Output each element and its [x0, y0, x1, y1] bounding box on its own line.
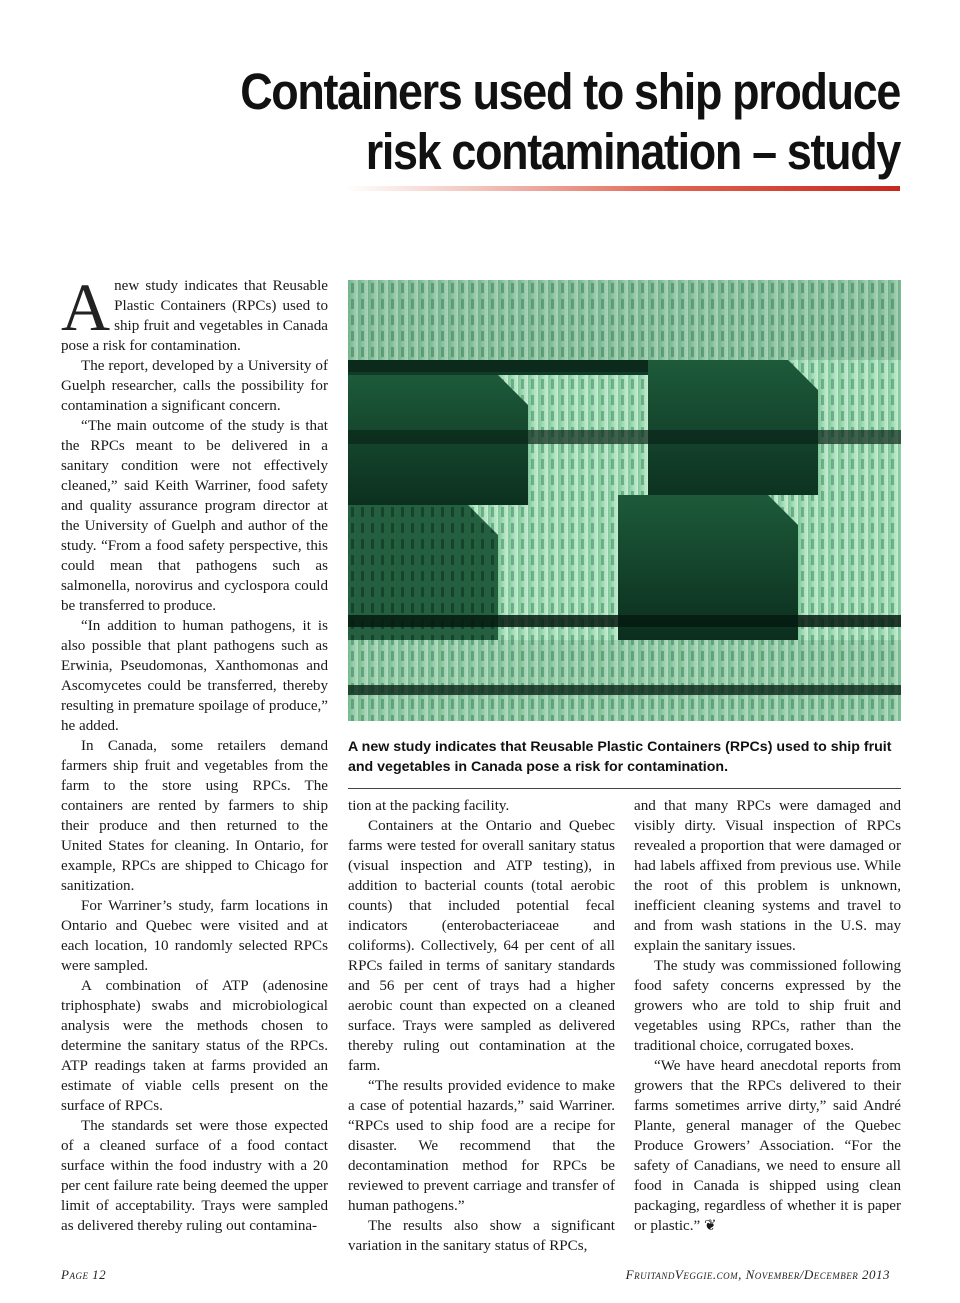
crate-row-middle	[348, 360, 901, 510]
paragraph-2: The report, developed by a University of Guelph researcher, calls the possibility for contamination a significant concern.	[61, 358, 328, 414]
paragraph-14: The study was commissioned following food safety concerns expressed by the growers who are told to ship fruit and vegetables using RPCs, rather than the traditional choice, corrugated boxes.	[634, 958, 901, 1054]
photo-caption: A new study indicates that Reusable Plastic Containers (RPCs) used to ship fruit and vegetables in Canada pose a risk for contamination.	[348, 739, 892, 775]
paragraph-9: tion at the packing facility.	[348, 798, 510, 814]
end-mark-icon: ❦	[704, 1218, 717, 1234]
paragraph-1: Anew study indicates that Reusable Plastic Containers (RPCs) used to ship fruit and vegetables in Canada pose a risk for contamination.	[61, 269, 328, 354]
article-column-1	[61, 269, 328, 1236]
article-column-3	[634, 796, 901, 1236]
paragraph-4: “In addition to human pathogens, it is also possible that plant pathogens such as Erwinia, Pseudomonas, Xanthomonas and Ascomycetes could be transferred, thereby resulting in premature spoilage of produce,” he added.	[61, 618, 328, 734]
crate-row-lower	[348, 495, 901, 640]
caption-rule	[348, 788, 901, 789]
paragraph-15: “We have heard anecdotal reports from growers that the RPCs delivered to their farms sometimes arrive dirty,” said André Plante, general manager of the Quebec Produce Growers’ Association. “For the safety of Canadians, we need to ensure all food in Canada is shipped using clean packaging, regardless of whether it is paper or plastic.” ❦	[634, 1058, 901, 1234]
crate-row-top	[348, 280, 901, 372]
paragraph-12: The results also show a significant variation in the sanitary status of RPCs,	[348, 1218, 615, 1254]
headline-line-1: Containers used to ship produce	[240, 63, 900, 120]
headline	[143, 62, 900, 182]
drop-cap: A	[61, 269, 111, 345]
crate-row-bottom	[348, 640, 901, 721]
paragraph-5: In Canada, some retailers demand farmers ship fruit and vegetables from the farm to the store using RPCs. The containers are rented by farmers to ship their produce and then returned to the United States for cleaning. In Ontario, for example, RPCs are shipped to Chicago for sanitization.	[61, 738, 328, 894]
crates-photo	[348, 280, 901, 721]
paragraph-7: A combination of ATP (adenosine triphosphate) swabs and microbiological analysis were the methods chosen to determine the sanitary status of the RPCs. ATP readings taken at farms provided an estimate of viable cells present on the surface of RPCs.	[61, 978, 328, 1114]
paragraph-3: “The main outcome of the study is that the RPCs meant to be delivered in a sanitary condition were not effectively cleaned,” said Keith Warriner, food safety and quality assurance program director at the University of Guelph and author of the study. “From a food safety perspective, this could mean that pathogens such as salmonella, norovirus and cyclospora could be transferred to produce.	[61, 418, 328, 614]
photo-of-stacked-green-plastic-crates	[348, 280, 901, 721]
page-number: Page 12	[61, 1267, 107, 1282]
publication-info: FruitandVeggie.com, November/December 2013	[625, 1267, 890, 1282]
headline-line-2: risk contamination – study	[365, 123, 900, 180]
headline-rule	[345, 186, 900, 191]
paragraph-6: For Warriner’s study, farm locations in Ontario and Quebec were visited and at each location, 10 randomly selected RPCs were sampled.	[61, 898, 328, 974]
paragraph-11: “The results provided evidence to make a case of potential hazards,” said Warriner. “RPCs used to ship food are a recipe for disaster. We recommend that the decontamination method for RPCs be reviewed to prevent carriage and transfer of human pathogens.”	[348, 1078, 615, 1214]
article-column-2	[348, 796, 615, 1256]
paragraph-8: The standards set were those expected of a cleaned surface of a food contact surface within the food industry with a 20 per cent failure rate being deemed the upper limit of acceptability. Trays were sampled as delivered thereby ruling out contamina-	[61, 1118, 328, 1234]
paragraph-10: Containers at the Ontario and Quebec farms were tested for overall sanitary status (visual inspection and ATP testing), in addition to bacterial counts (total aerobic counts) that included potential fecal indicators (enterobacteriaceae and coliforms). Collectively, 64 per cent of all RPCs failed in terms of sanitary standards and 56 per cent of trays had a higher aerobic count than expected on a cleaned surface. Trays were sampled as delivered thereby ruling out contamination at the farm.	[348, 818, 615, 1074]
paragraph-13: and that many RPCs were damaged and visibly dirty. Visual inspection of RPCs revealed a proportion that were damaged or had labels affixed from previous use. While the root of this problem is unknown, inefficient cleaning systems and travel to and from wash stations in the U.S. may explain the sanitary issues.	[634, 798, 901, 954]
